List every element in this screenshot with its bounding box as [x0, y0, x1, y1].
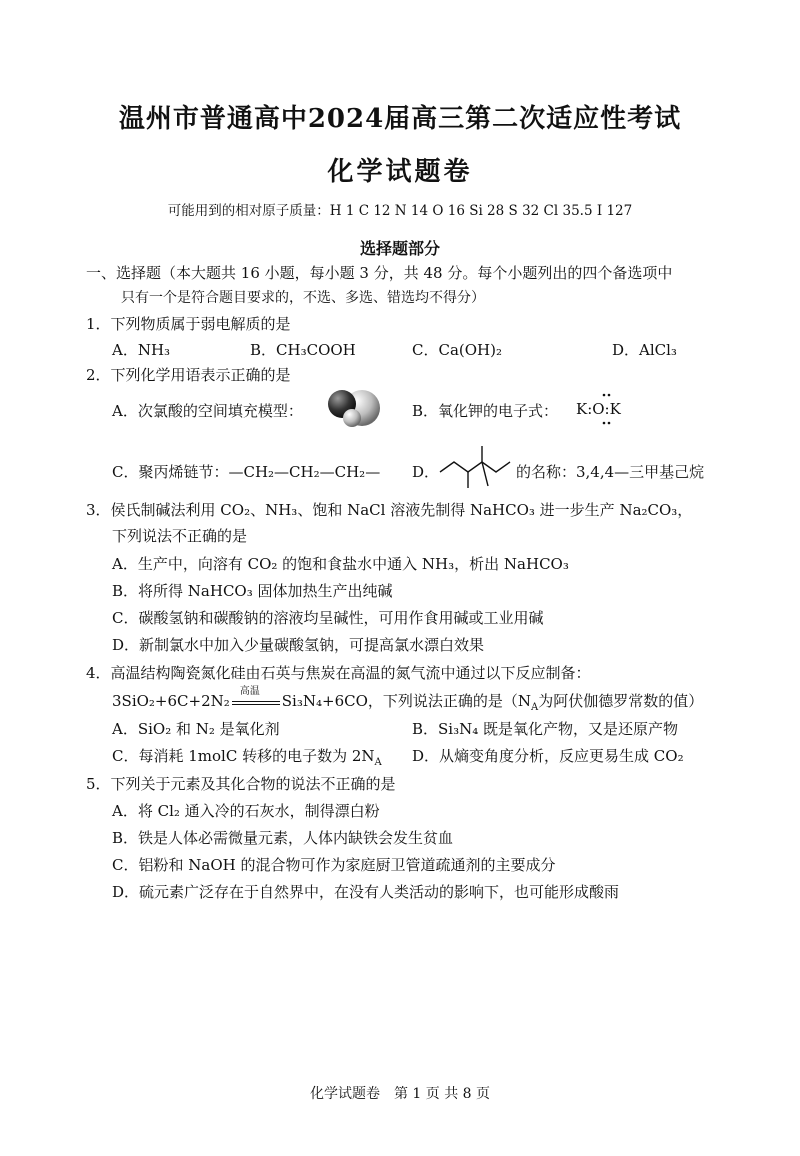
- q3-option-b: B．将所得 NaHCO₃ 固体加热生产出纯碱: [112, 582, 393, 600]
- q1-option-a: A．NH₃: [112, 341, 171, 359]
- q4-option-d: D．从熵变角度分析，反应更易生成 CO₂: [412, 747, 684, 765]
- page-footer: 化学试题卷 第 1 页 共 8 页: [309, 1086, 491, 1102]
- q1-option-b: B．CH₃COOH: [250, 341, 356, 359]
- q4-option-c-text: C．每消耗 1molC 转移的电子数为 2N: [112, 747, 375, 765]
- q5-option-d: D．硫元素广泛存在于自然界中，在没有人类活动的影响下，也可能形成酸雨: [112, 883, 620, 901]
- q2-stem: 2．下列化学用语表示正确的是: [86, 366, 291, 384]
- q4-option-b: B．Si₃N₄ 既是氧化产物，又是还原产物: [412, 720, 679, 738]
- q2-option-a: A．次氯酸的空间填充模型：: [112, 402, 303, 420]
- hclo-space-filling-model-image: [318, 384, 388, 436]
- reaction-condition: 高温: [239, 686, 260, 697]
- atomic-masses: 可能用到的相对原子质量：H 1 C 12 N 14 O 16 Si 28 S 32 Cl 35.5 I 127: [167, 203, 633, 219]
- q4-reaction: 3SiO₂+6C+2N₂ 高温 Si₃N₄+6CO，下列说法正确的是（$N_A$为阿伏伽德罗常数的值）: [112, 690, 703, 713]
- reaction-tail: 为阿伏伽德罗常数的值）: [538, 692, 704, 710]
- q5-stem: 5．下列关于元素及其化合物的说法不正确的是: [86, 775, 396, 793]
- q3-option-d: D．新制氯水中加入少量碳酸氢钠，可提高氯水漂白效果: [112, 636, 485, 654]
- exam-subtitle: 化学试题卷: [327, 157, 473, 187]
- exam-title: 温州市普通高中2024届高三第二次适应性考试: [118, 104, 682, 134]
- q3-stem: 3．侯氏制碱法利用 CO₂、NH₃、饱和 NaCl 溶液先制得 NaHCO₃ 进一步生产 Na₂CO₃，: [86, 501, 693, 519]
- reaction-products: Si₃N₄+6CO，下列说法正确的是（N: [281, 692, 532, 710]
- q5-option-c: C．铝粉和 NaOH 的混合物可作为家庭厨卫管道疏通剂的主要成分: [112, 856, 556, 874]
- q4-option-a: A．SiO₂ 和 N₂ 是氧化剂: [112, 720, 280, 738]
- section-title: 选择题部分: [359, 239, 440, 258]
- section-intro-line1: 一、选择题（本大题共 16 小题，每小题 3 分，共 48 分。每个小题列出的四个备选项中: [86, 264, 673, 282]
- electron-dots-icon: [588, 392, 624, 426]
- section-intro-line2: 只有一个是符合题目要求的，不选、多选、错选均不得分）: [121, 290, 485, 306]
- q2-option-d-suffix: 的名称：3,4,4—三甲基己烷: [516, 463, 705, 481]
- q1-stem: 1．下列物质属于弱电解质的是: [86, 315, 291, 333]
- q5-option-a: A．将 Cl₂ 通入冷的石灰水，制得漂白粉: [112, 802, 380, 820]
- electron-formula: K:O:K: [576, 400, 621, 418]
- q4-stem: 4．高温结构陶瓷氮化硅由石英与焦炭在高温的氮气流中通过以下反应制备：: [86, 664, 591, 682]
- q2-option-b: B．氧化钾的电子式：: [412, 402, 559, 420]
- q3-stem2: 下列说法不正确的是: [112, 527, 248, 545]
- q1-option-d: D．AlCl₃: [612, 341, 677, 359]
- reaction-condition-arrow: [230, 686, 282, 710]
- q4-option-c: C．每消耗 1molC 转移的电子数为 $2N_A$: [112, 747, 382, 768]
- reaction-reactants: 3SiO₂+6C+2N₂: [112, 692, 230, 710]
- q3-option-c: C．碳酸氢钠和碳酸钠的溶液均呈碱性，可用作食用碱或工业用碱: [112, 609, 544, 627]
- q3-option-a: A．生产中，向溶有 CO₂ 的饱和食盐水中通入 NH₃，析出 NaHCO₃: [112, 555, 569, 573]
- q2-option-c: C．聚丙烯链节：—CH₂—CH₂—CH₂—: [112, 463, 381, 481]
- q1-option-c: C．Ca(OH)₂: [412, 341, 502, 359]
- q2-option-d-prefix: D．: [412, 463, 440, 481]
- q5-option-b: B．铁是人体必需微量元素，人体内缺铁会发生贫血: [112, 829, 454, 847]
- skeletal-formula-image: [436, 444, 520, 494]
